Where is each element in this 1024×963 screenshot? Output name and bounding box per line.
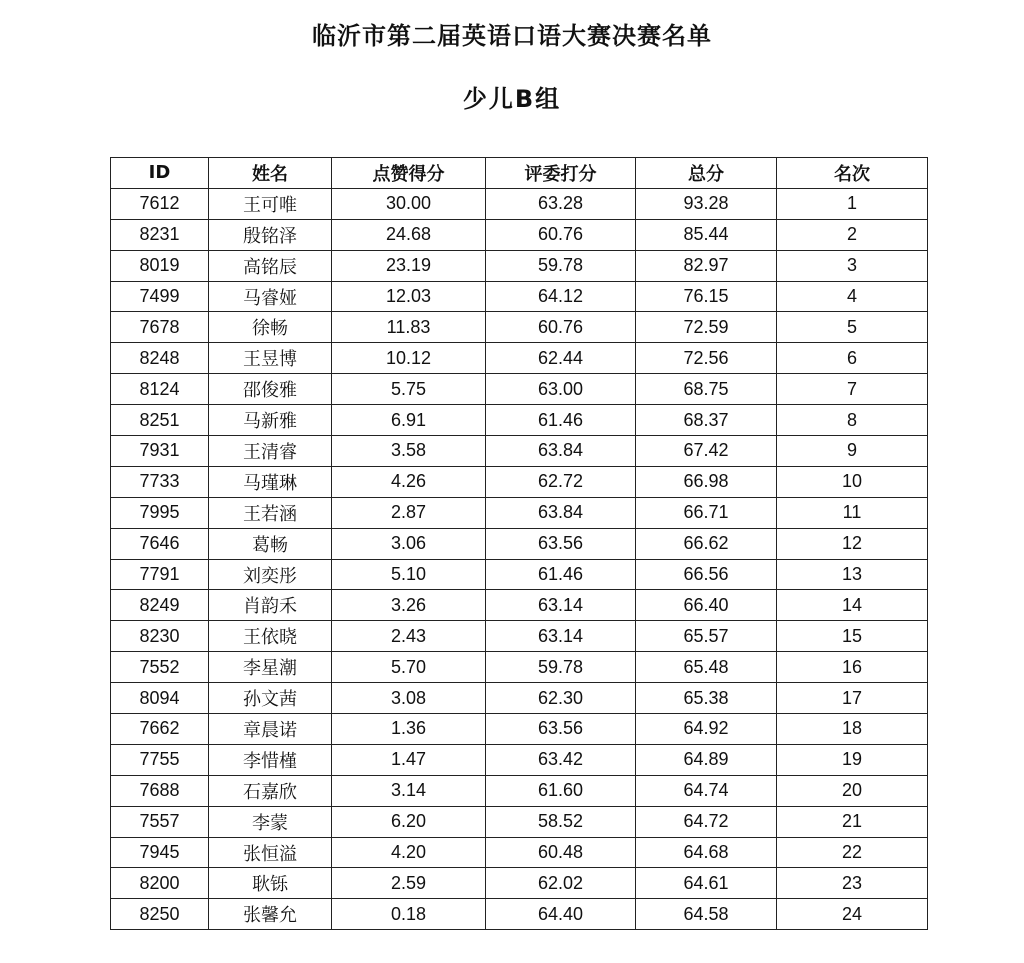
cell-total-score: 64.74 xyxy=(636,775,777,806)
cell-total-score: 72.56 xyxy=(636,343,777,374)
cell-rank: 18 xyxy=(777,714,928,745)
cell-judge-score: 63.14 xyxy=(486,590,636,621)
cell-like-score: 1.36 xyxy=(332,714,486,745)
cell-rank: 16 xyxy=(777,652,928,683)
cell-total-score: 65.38 xyxy=(636,683,777,714)
cell-judge-score: 64.12 xyxy=(486,281,636,312)
cell-name: 殷铭泽 xyxy=(209,219,332,250)
cell-rank: 21 xyxy=(777,806,928,837)
cell-id: 8248 xyxy=(111,343,209,374)
cell-id: 7688 xyxy=(111,775,209,806)
table-row xyxy=(111,436,928,467)
cell-id: 8231 xyxy=(111,219,209,250)
cell-total-score: 64.89 xyxy=(636,744,777,775)
cell-total-score: 64.61 xyxy=(636,868,777,899)
results-table xyxy=(110,157,928,930)
cell-name: 王可唯 xyxy=(209,188,332,219)
cell-total-score: 65.48 xyxy=(636,652,777,683)
cell-total-score: 82.97 xyxy=(636,250,777,281)
cell-rank: 7 xyxy=(777,374,928,405)
cell-total-score: 64.68 xyxy=(636,837,777,868)
cell-total-score: 85.44 xyxy=(636,219,777,250)
cell-judge-score: 59.78 xyxy=(486,652,636,683)
cell-name: 耿铄 xyxy=(209,868,332,899)
cell-name: 李惜槿 xyxy=(209,744,332,775)
cell-judge-score: 62.72 xyxy=(486,466,636,497)
cell-like-score: 1.47 xyxy=(332,744,486,775)
cell-total-score: 64.92 xyxy=(636,714,777,745)
cell-total-score: 67.42 xyxy=(636,436,777,467)
table-row xyxy=(111,281,928,312)
table-row xyxy=(111,652,928,683)
cell-judge-score: 63.42 xyxy=(486,744,636,775)
header-judge-score: 评委打分 xyxy=(486,158,636,189)
cell-name: 王清睿 xyxy=(209,436,332,467)
cell-judge-score: 63.84 xyxy=(486,436,636,467)
cell-like-score: 2.87 xyxy=(332,497,486,528)
cell-like-score: 2.43 xyxy=(332,621,486,652)
cell-like-score: 6.91 xyxy=(332,405,486,436)
cell-judge-score: 63.84 xyxy=(486,497,636,528)
cell-total-score: 76.15 xyxy=(636,281,777,312)
cell-id: 7755 xyxy=(111,744,209,775)
table-row xyxy=(111,219,928,250)
cell-name: 李星潮 xyxy=(209,652,332,683)
table-row xyxy=(111,528,928,559)
cell-judge-score: 62.30 xyxy=(486,683,636,714)
table-header xyxy=(111,158,928,189)
cell-rank: 4 xyxy=(777,281,928,312)
table-row xyxy=(111,343,928,374)
header-row xyxy=(111,158,928,189)
table-row xyxy=(111,374,928,405)
cell-name: 王依晓 xyxy=(209,621,332,652)
cell-total-score: 66.40 xyxy=(636,590,777,621)
cell-judge-score: 61.60 xyxy=(486,775,636,806)
table-row xyxy=(111,250,928,281)
group-subtitle: 少儿B组 xyxy=(462,85,562,113)
cell-id: 8200 xyxy=(111,868,209,899)
cell-id: 7499 xyxy=(111,281,209,312)
cell-name: 张馨允 xyxy=(209,899,332,930)
cell-judge-score: 62.02 xyxy=(486,868,636,899)
cell-id: 7612 xyxy=(111,188,209,219)
cell-name: 马新雅 xyxy=(209,405,332,436)
cell-name: 邵俊雅 xyxy=(209,374,332,405)
cell-like-score: 5.10 xyxy=(332,559,486,590)
cell-judge-score: 63.56 xyxy=(486,528,636,559)
cell-name: 高铭辰 xyxy=(209,250,332,281)
cell-id: 8251 xyxy=(111,405,209,436)
cell-id: 7646 xyxy=(111,528,209,559)
cell-like-score: 30.00 xyxy=(332,188,486,219)
cell-name: 章晨诺 xyxy=(209,714,332,745)
table-row xyxy=(111,405,928,436)
cell-total-score: 93.28 xyxy=(636,188,777,219)
cell-like-score: 3.08 xyxy=(332,683,486,714)
cell-judge-score: 63.56 xyxy=(486,714,636,745)
cell-like-score: 12.03 xyxy=(332,281,486,312)
header-total-score: 总分 xyxy=(636,158,777,189)
cell-judge-score: 64.40 xyxy=(486,899,636,930)
table-row xyxy=(111,868,928,899)
cell-rank: 2 xyxy=(777,219,928,250)
cell-total-score: 72.59 xyxy=(636,312,777,343)
cell-judge-score: 63.00 xyxy=(486,374,636,405)
cell-rank: 11 xyxy=(777,497,928,528)
cell-judge-score: 61.46 xyxy=(486,559,636,590)
document-title: 临沂市第二届英语口语大赛决赛名单 xyxy=(312,22,712,50)
cell-like-score: 24.68 xyxy=(332,219,486,250)
cell-like-score: 11.83 xyxy=(332,312,486,343)
cell-rank: 1 xyxy=(777,188,928,219)
cell-rank: 13 xyxy=(777,559,928,590)
cell-name: 王昱博 xyxy=(209,343,332,374)
table-row xyxy=(111,466,928,497)
cell-like-score: 0.18 xyxy=(332,899,486,930)
cell-id: 7557 xyxy=(111,806,209,837)
table-row xyxy=(111,621,928,652)
cell-like-score: 3.26 xyxy=(332,590,486,621)
cell-rank: 19 xyxy=(777,744,928,775)
table-row xyxy=(111,899,928,930)
cell-judge-score: 62.44 xyxy=(486,343,636,374)
table-row xyxy=(111,775,928,806)
cell-total-score: 66.71 xyxy=(636,497,777,528)
cell-total-score: 66.98 xyxy=(636,466,777,497)
cell-rank: 10 xyxy=(777,466,928,497)
cell-name: 马睿娅 xyxy=(209,281,332,312)
table-body xyxy=(111,188,928,929)
cell-like-score: 4.20 xyxy=(332,837,486,868)
cell-name: 孙文茜 xyxy=(209,683,332,714)
cell-rank: 12 xyxy=(777,528,928,559)
cell-like-score: 4.26 xyxy=(332,466,486,497)
cell-id: 7931 xyxy=(111,436,209,467)
cell-rank: 14 xyxy=(777,590,928,621)
cell-rank: 22 xyxy=(777,837,928,868)
header-like-score: 点赞得分 xyxy=(332,158,486,189)
table-row xyxy=(111,312,928,343)
cell-judge-score: 63.28 xyxy=(486,188,636,219)
cell-total-score: 66.62 xyxy=(636,528,777,559)
cell-id: 7945 xyxy=(111,837,209,868)
cell-id: 7791 xyxy=(111,559,209,590)
cell-rank: 9 xyxy=(777,436,928,467)
cell-judge-score: 60.76 xyxy=(486,312,636,343)
cell-judge-score: 59.78 xyxy=(486,250,636,281)
cell-id: 7995 xyxy=(111,497,209,528)
cell-total-score: 66.56 xyxy=(636,559,777,590)
cell-id: 8230 xyxy=(111,621,209,652)
cell-total-score: 64.58 xyxy=(636,899,777,930)
cell-total-score: 65.57 xyxy=(636,621,777,652)
cell-rank: 8 xyxy=(777,405,928,436)
cell-total-score: 64.72 xyxy=(636,806,777,837)
cell-name: 刘奕彤 xyxy=(209,559,332,590)
cell-id: 8094 xyxy=(111,683,209,714)
header-rank: 名次 xyxy=(777,158,928,189)
cell-rank: 24 xyxy=(777,899,928,930)
cell-id: 8019 xyxy=(111,250,209,281)
cell-judge-score: 61.46 xyxy=(486,405,636,436)
table-row xyxy=(111,497,928,528)
cell-rank: 20 xyxy=(777,775,928,806)
cell-like-score: 2.59 xyxy=(332,868,486,899)
table-row xyxy=(111,559,928,590)
cell-id: 7662 xyxy=(111,714,209,745)
header-id: ID xyxy=(111,158,209,189)
cell-name: 葛畅 xyxy=(209,528,332,559)
cell-rank: 6 xyxy=(777,343,928,374)
cell-name: 李蒙 xyxy=(209,806,332,837)
cell-id: 8249 xyxy=(111,590,209,621)
cell-id: 7678 xyxy=(111,312,209,343)
table-row xyxy=(111,806,928,837)
cell-like-score: 3.06 xyxy=(332,528,486,559)
table-row xyxy=(111,683,928,714)
cell-judge-score: 60.76 xyxy=(486,219,636,250)
cell-rank: 15 xyxy=(777,621,928,652)
cell-judge-score: 58.52 xyxy=(486,806,636,837)
cell-judge-score: 63.14 xyxy=(486,621,636,652)
table-row xyxy=(111,590,928,621)
cell-name: 徐畅 xyxy=(209,312,332,343)
cell-name: 肖韵禾 xyxy=(209,590,332,621)
cell-like-score: 5.70 xyxy=(332,652,486,683)
cell-like-score: 3.58 xyxy=(332,436,486,467)
cell-like-score: 3.14 xyxy=(332,775,486,806)
cell-id: 7733 xyxy=(111,466,209,497)
cell-name: 王若涵 xyxy=(209,497,332,528)
cell-like-score: 23.19 xyxy=(332,250,486,281)
cell-id: 8124 xyxy=(111,374,209,405)
cell-name: 张恒溢 xyxy=(209,837,332,868)
cell-like-score: 5.75 xyxy=(332,374,486,405)
cell-total-score: 68.37 xyxy=(636,405,777,436)
cell-name: 马瑾琳 xyxy=(209,466,332,497)
cell-total-score: 68.75 xyxy=(636,374,777,405)
table-row xyxy=(111,744,928,775)
cell-like-score: 6.20 xyxy=(332,806,486,837)
table-row xyxy=(111,188,928,219)
cell-id: 8250 xyxy=(111,899,209,930)
cell-id: 7552 xyxy=(111,652,209,683)
cell-rank: 23 xyxy=(777,868,928,899)
cell-rank: 3 xyxy=(777,250,928,281)
cell-like-score: 10.12 xyxy=(332,343,486,374)
header-name: 姓名 xyxy=(209,158,332,189)
cell-judge-score: 60.48 xyxy=(486,837,636,868)
table-row xyxy=(111,714,928,745)
cell-rank: 5 xyxy=(777,312,928,343)
table-row xyxy=(111,837,928,868)
cell-name: 石嘉欣 xyxy=(209,775,332,806)
cell-rank: 17 xyxy=(777,683,928,714)
